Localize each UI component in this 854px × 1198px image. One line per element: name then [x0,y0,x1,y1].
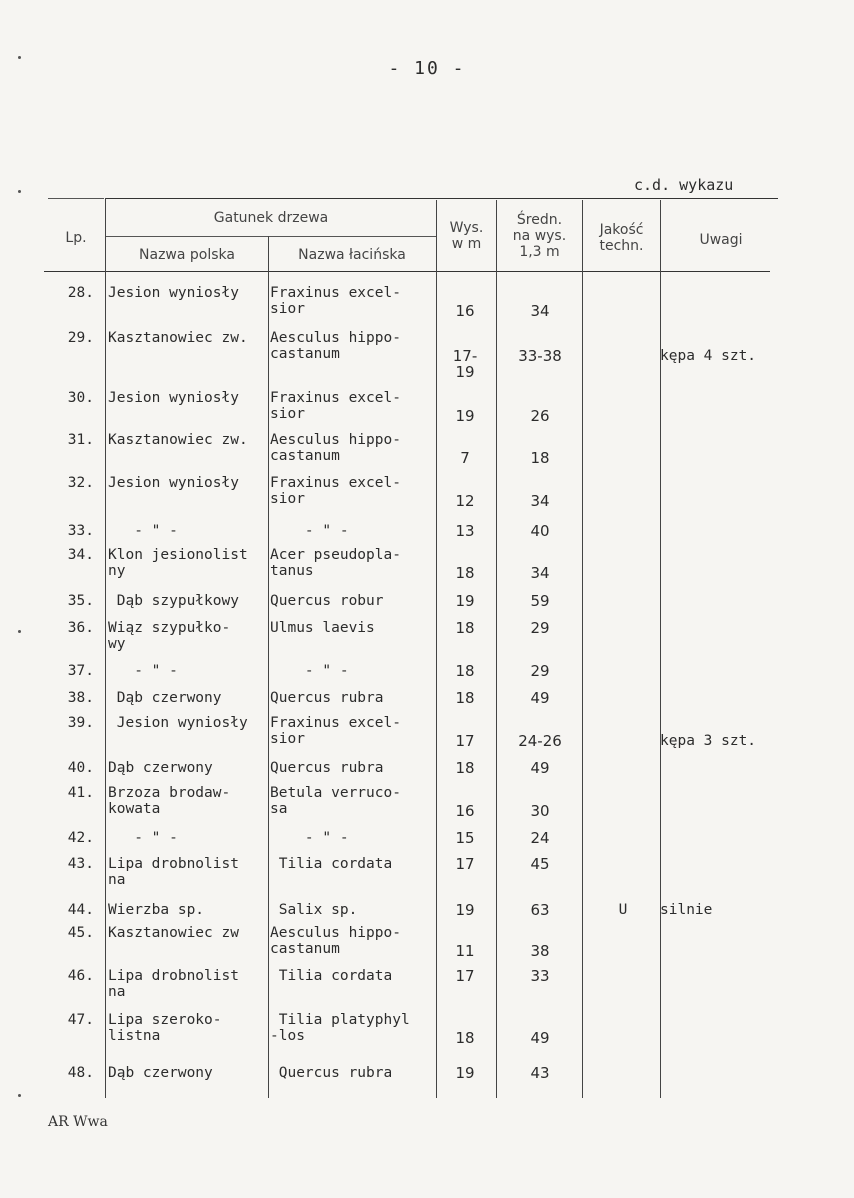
latin-name: Tilia platyphyl -los [270,1012,410,1044]
height-value: 17 [455,967,475,985]
height-value: 18 [455,662,475,680]
diameter-value: 34 [530,492,550,510]
latin-name: Tilia cordata [270,968,393,984]
height-value: 18 [455,759,475,777]
height-value: 17- 19 [452,347,478,381]
header-lp: Lp. [65,230,87,246]
diameter-value: 29 [530,619,550,637]
row-number: 32. [67,475,94,491]
header-species: Gatunek drzewa [213,210,329,226]
diameter-value: 30 [530,802,550,820]
height-value: 12 [455,492,475,510]
continuation-note: c.d. wykazu [634,176,734,194]
diameter-value: 29 [530,662,550,680]
diameter-value: 24 [530,829,550,847]
diameter-value: 34 [530,302,550,320]
height-value: 18 [455,1029,475,1047]
header-bottom-rule [44,271,770,272]
latin-name: Fraxinus excel- sior [270,390,401,422]
polish-name: Jesion wyniosły [108,475,239,491]
height-value: 15 [455,829,475,847]
polish-name: Jesion wyniosły [108,390,239,406]
diameter-value: 59 [530,592,550,610]
quality-value: U [618,902,628,918]
latin-name: Acer pseudopla- tanus [270,547,401,579]
polish-name: Jesion wyniosły [108,715,248,731]
polish-name: Dąb czerwony [108,690,222,706]
height-value: 16 [455,802,475,820]
notes-value: kępa 4 szt. [660,348,757,364]
polish-name: Lipa szeroko- listna [108,1012,222,1044]
header-polish-name: Nazwa polska [139,247,235,263]
column-divider [268,236,269,1098]
header-notes: Uwagi [699,232,743,248]
latin-name: Quercus rubra [270,690,384,706]
row-number: 40. [67,760,94,776]
latin-name: Quercus rubra [270,760,384,776]
latin-name: Quercus robur [270,593,384,609]
row-number: 45. [67,925,94,941]
diameter-value: 33-38 [518,347,562,365]
row-number: 35. [67,593,94,609]
polish-name: - " - [108,523,178,539]
polish-name: - " - [108,830,178,846]
header-latin-name: Nazwa łacińska [298,247,406,263]
polish-name: Kasztanowiec zw [108,925,239,941]
row-number: 43. [67,856,94,872]
row-number: 42. [67,830,94,846]
diameter-value: 49 [530,689,550,707]
diameter-value: 63 [530,901,550,919]
column-divider [436,200,437,1098]
row-number: 38. [67,690,94,706]
row-number: 33. [67,523,94,539]
row-number: 47. [67,1012,94,1028]
latin-name: - " - [270,830,349,846]
header-diameter: Średn. na wys. 1,3 m [512,212,567,260]
height-value: 19 [455,407,475,425]
height-value: 13 [455,522,475,540]
polish-name: Klon jesionolist ny [108,547,248,579]
diameter-value: 49 [530,1029,550,1047]
row-number: 37. [67,663,94,679]
latin-name: Aesculus hippo- castanum [270,330,401,362]
punch-mark [18,190,21,193]
polish-name: Lipa drobnolist na [108,968,239,1000]
punch-mark [18,630,21,633]
column-divider [660,200,661,1098]
latin-name: Fraxinus excel- sior [270,475,401,507]
latin-name: - " - [270,663,349,679]
header-divider [106,236,436,237]
punch-mark [18,1094,21,1097]
height-value: 19 [455,592,475,610]
polish-name: Kasztanowiec zw. [108,432,248,448]
height-value: 17 [455,732,475,750]
latin-name: Fraxinus excel- sior [270,285,401,317]
latin-name: Ulmus laevis [270,620,375,636]
page-number: - 10 - [388,58,466,79]
row-number: 39. [67,715,94,731]
notes-value: kępa 3 szt. [660,733,757,749]
header-quality: Jakość techn. [599,222,644,254]
table-top-rule [106,198,778,199]
row-number: 28. [67,285,94,301]
polish-name: Wierzba sp. [108,902,205,918]
row-number: 44. [67,902,94,918]
row-number: 29. [67,330,94,346]
latin-name: Quercus rubra [270,1065,393,1081]
diameter-value: 24-26 [518,732,562,750]
height-value: 18 [455,564,475,582]
polish-name: Lipa drobnolist na [108,856,239,888]
column-divider [105,198,106,1098]
diameter-value: 26 [530,407,550,425]
row-number: 41. [67,785,94,801]
latin-name: Tilia cordata [270,856,393,872]
latin-name: - " - [270,523,349,539]
latin-name: Aesculus hippo- castanum [270,925,401,957]
row-number: 48. [67,1065,94,1081]
row-number: 30. [67,390,94,406]
height-value: 19 [455,1064,475,1082]
diameter-value: 49 [530,759,550,777]
latin-name: Fraxinus excel- sior [270,715,401,747]
height-value: 17 [455,855,475,873]
polish-name: Brzoza brodaw- kowata [108,785,231,817]
header-height: Wys. w m [449,220,484,252]
row-number: 31. [67,432,94,448]
height-value: 18 [455,689,475,707]
diameter-value: 43 [530,1064,550,1082]
latin-name: Aesculus hippo- castanum [270,432,401,464]
column-divider [496,200,497,1098]
notes-value: silnie [660,902,713,918]
diameter-value: 40 [530,522,550,540]
row-number: 46. [67,968,94,984]
diameter-value: 33 [530,967,550,985]
column-divider [582,200,583,1098]
row-number: 34. [67,547,94,563]
lp-header-rule [48,198,104,199]
polish-name: - " - [108,663,178,679]
height-value: 19 [455,901,475,919]
diameter-value: 45 [530,855,550,873]
polish-name: Jesion wyniosły [108,285,239,301]
height-value: 7 [460,449,470,467]
polish-name: Dąb czerwony [108,1065,213,1081]
diameter-value: 34 [530,564,550,582]
polish-name: Dąb czerwony [108,760,213,776]
polish-name: Kasztanowiec zw. [108,330,248,346]
height-value: 16 [455,302,475,320]
footer-stamp: AR Wwa [48,1114,108,1130]
diameter-value: 18 [530,449,550,467]
latin-name: Betula verruco- sa [270,785,401,817]
latin-name: Salix sp. [270,902,358,918]
diameter-value: 38 [530,942,550,960]
height-value: 18 [455,619,475,637]
polish-name: Wiąz szypułko- wy [108,620,231,652]
row-number: 36. [67,620,94,636]
polish-name: Dąb szypułkowy [108,593,239,609]
height-value: 11 [455,942,475,960]
